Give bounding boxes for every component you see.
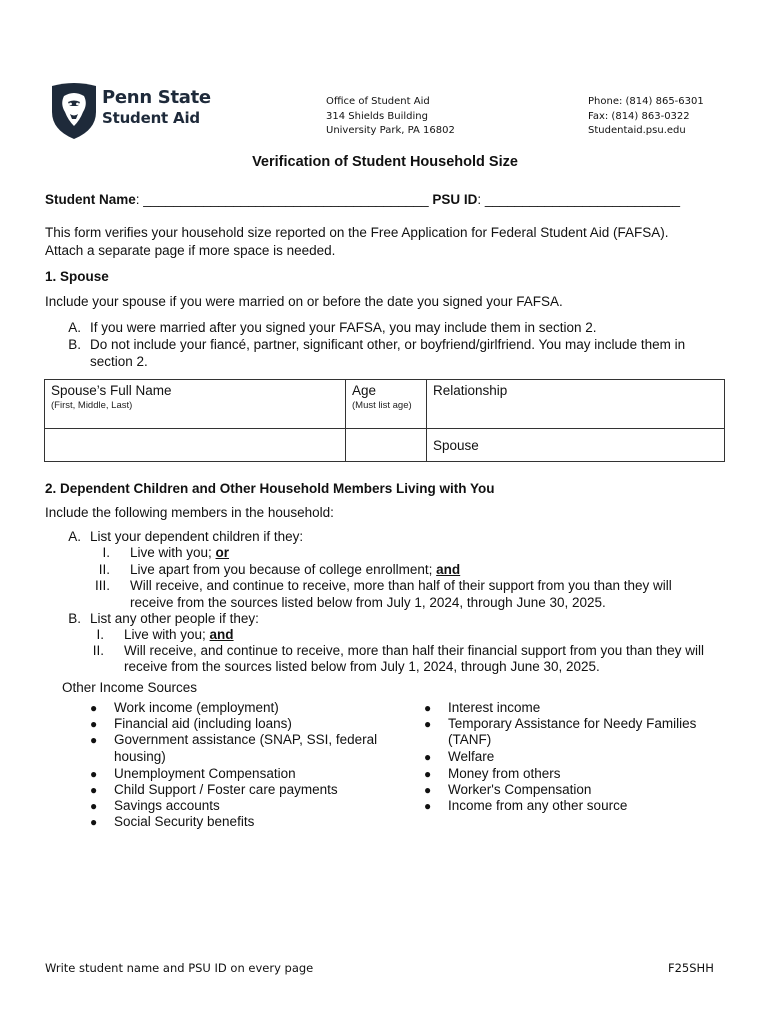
spouse-name-cell[interactable] bbox=[45, 429, 346, 462]
section2-b-marker: B. bbox=[68, 611, 81, 626]
income-sources-heading: Other Income Sources bbox=[62, 680, 198, 695]
bullet-icon: ● bbox=[424, 783, 432, 797]
income-right-item: Temporary Assistance for Needy Families bbox=[448, 716, 697, 731]
intro-line-1: This form verifies your household size reported on the Free Application for Federal Student Aid (FAFSA). bbox=[45, 225, 669, 240]
bullet-icon: ● bbox=[424, 767, 432, 781]
section2-a-i-label: Live with you; bbox=[130, 545, 216, 560]
office-name: Office of Student Aid bbox=[326, 96, 430, 107]
spouse-age-header-label: Age bbox=[352, 383, 377, 398]
income-left-item: Savings accounts bbox=[114, 798, 220, 813]
section1-item-a-text: If you were married after you signed your FAFSA, you may include them in section 2. bbox=[90, 320, 597, 335]
section2-text: Include the following members in the household: bbox=[45, 505, 334, 520]
income-left-item: Work income (employment) bbox=[114, 700, 279, 715]
logo-wordmark bbox=[102, 88, 211, 128]
bullet-icon: ● bbox=[424, 717, 432, 731]
section2-b-ii-marker: II. bbox=[92, 643, 104, 658]
income-right-item: Interest income bbox=[448, 700, 541, 715]
section2-heading: 2. Dependent Children and Other Household Members Living with You bbox=[45, 481, 495, 496]
relationship-header bbox=[427, 380, 725, 429]
section2-a-iii-text: Will receive, and continue to receive, more than half of their support from you than they will bbox=[130, 578, 672, 593]
nittany-lion-shield-icon bbox=[50, 82, 98, 140]
section2-a-ii-emph: and bbox=[436, 562, 461, 577]
spouse-age-header-sub: (Must list age) bbox=[352, 400, 412, 411]
section2-b-ii-text: Will receive, and continue to receive, more than half their financial support from you than they will bbox=[124, 643, 705, 658]
income-right-item: Income from any other source bbox=[448, 798, 628, 813]
income-right-item: Money from others bbox=[448, 766, 561, 781]
section1-item-a-marker: A. bbox=[68, 320, 81, 335]
student-name-label: Student Name bbox=[45, 192, 136, 207]
spouse-name-header-sub: (First, Middle, Last) bbox=[51, 400, 133, 411]
income-left-item: Unemployment Compensation bbox=[114, 766, 296, 781]
relationship-cell bbox=[427, 429, 725, 462]
bullet-icon: ● bbox=[424, 750, 432, 764]
footer-instruction: Write student name and PSU ID on every page bbox=[45, 961, 314, 975]
spouse-table bbox=[44, 379, 725, 462]
section1-item-b-text-cont: section 2. bbox=[90, 354, 148, 369]
section2-b-i-text bbox=[124, 627, 234, 642]
bullet-icon: ● bbox=[90, 717, 98, 731]
section2-a-label: List your dependent children if they: bbox=[90, 529, 304, 544]
spouse-name-header-label: Spouse’s Full Name bbox=[51, 383, 172, 398]
income-left-item: Child Support / Foster care payments bbox=[114, 782, 338, 797]
section2-a-i-marker: I. bbox=[102, 545, 110, 560]
bullet-icon: ● bbox=[424, 701, 432, 715]
relationship-value: Spouse bbox=[433, 437, 479, 453]
student-name-field[interactable]: : ______________________________________ bbox=[135, 192, 429, 207]
section2-a-marker: A. bbox=[68, 529, 81, 544]
section2-a-ii-marker: II. bbox=[98, 562, 110, 577]
income-right-item: Welfare bbox=[448, 749, 495, 764]
spouse-name-header bbox=[45, 380, 346, 429]
bullet-icon: ● bbox=[90, 799, 98, 813]
relationship-header-label: Relationship bbox=[433, 383, 508, 398]
bullet-icon: ● bbox=[90, 701, 98, 715]
website: Studentaid.psu.edu bbox=[588, 125, 686, 136]
section2-a-ii-text bbox=[130, 562, 460, 577]
section2-b-label: List any other people if they: bbox=[90, 611, 259, 626]
bullet-icon: ● bbox=[424, 799, 432, 813]
section2-b-i-emph: and bbox=[209, 627, 234, 642]
spouse-age-header bbox=[346, 380, 427, 429]
logo-line2: Student Aid bbox=[102, 109, 200, 127]
income-right-item: Worker's Compensation bbox=[448, 782, 592, 797]
office-address bbox=[326, 95, 455, 139]
income-right-item-cont: (TANF) bbox=[448, 732, 492, 747]
bullet-icon: ● bbox=[90, 733, 98, 747]
bullet-icon: ● bbox=[90, 783, 98, 797]
psu-id-field[interactable]: : __________________________ bbox=[477, 192, 681, 207]
section1-heading: 1. Spouse bbox=[45, 269, 109, 284]
section1-item-b-marker: B. bbox=[68, 337, 81, 352]
section2-a-iii-text-cont: receive from the sources listed below from July 1, 2024, through June 30, 2025. bbox=[130, 595, 606, 610]
spouse-table-header-row bbox=[45, 380, 725, 429]
psu-id-label: PSU ID bbox=[428, 192, 478, 207]
spouse-table-row bbox=[45, 429, 725, 462]
section2-b-i-label: Live with you; bbox=[124, 627, 210, 642]
section2-a-i-text bbox=[130, 545, 229, 560]
office-building: 314 Shields Building bbox=[326, 110, 428, 122]
bullet-icon: ● bbox=[90, 815, 98, 829]
fax: Fax: (814) 863-0322 bbox=[588, 110, 690, 122]
income-left-item: Social Security benefits bbox=[114, 814, 255, 829]
section2-a-i-emph: or bbox=[215, 545, 230, 560]
office-city: University Park, PA 16802 bbox=[326, 125, 455, 136]
income-left-item: Financial aid (including loans) bbox=[114, 716, 292, 731]
bullet-icon: ● bbox=[90, 767, 98, 781]
section2-b-i-marker: I. bbox=[96, 627, 104, 642]
intro-line-2: Attach a separate page if more space is needed. bbox=[45, 243, 336, 258]
spouse-age-cell[interactable] bbox=[346, 429, 427, 462]
logo-line1: Penn State bbox=[102, 87, 211, 108]
student-info-line bbox=[45, 192, 680, 207]
section2-b-ii-text-cont: receive from the sources listed below from July 1, 2024, through June 30, 2025. bbox=[124, 659, 600, 674]
page-title: Verification of Student Household Size bbox=[252, 154, 518, 170]
income-left-item: Government assistance (SNAP, SSI, federal bbox=[114, 732, 378, 747]
income-left-item-cont: housing) bbox=[114, 749, 166, 764]
section2-a-iii-marker: III. bbox=[94, 578, 110, 593]
section2-a-ii-label: Live apart from you because of college enrollment; bbox=[130, 562, 437, 577]
form-code: F25SHH bbox=[668, 961, 714, 975]
office-contact bbox=[588, 95, 704, 139]
section1-text: Include your spouse if you were married on or before the date you signed your FAFSA. bbox=[45, 294, 563, 309]
phone: Phone: (814) 865-6301 bbox=[588, 96, 704, 107]
section1-item-b-text: Do not include your fiancé, partner, significant other, or boyfriend/girlfriend. You may include them in bbox=[90, 337, 686, 352]
